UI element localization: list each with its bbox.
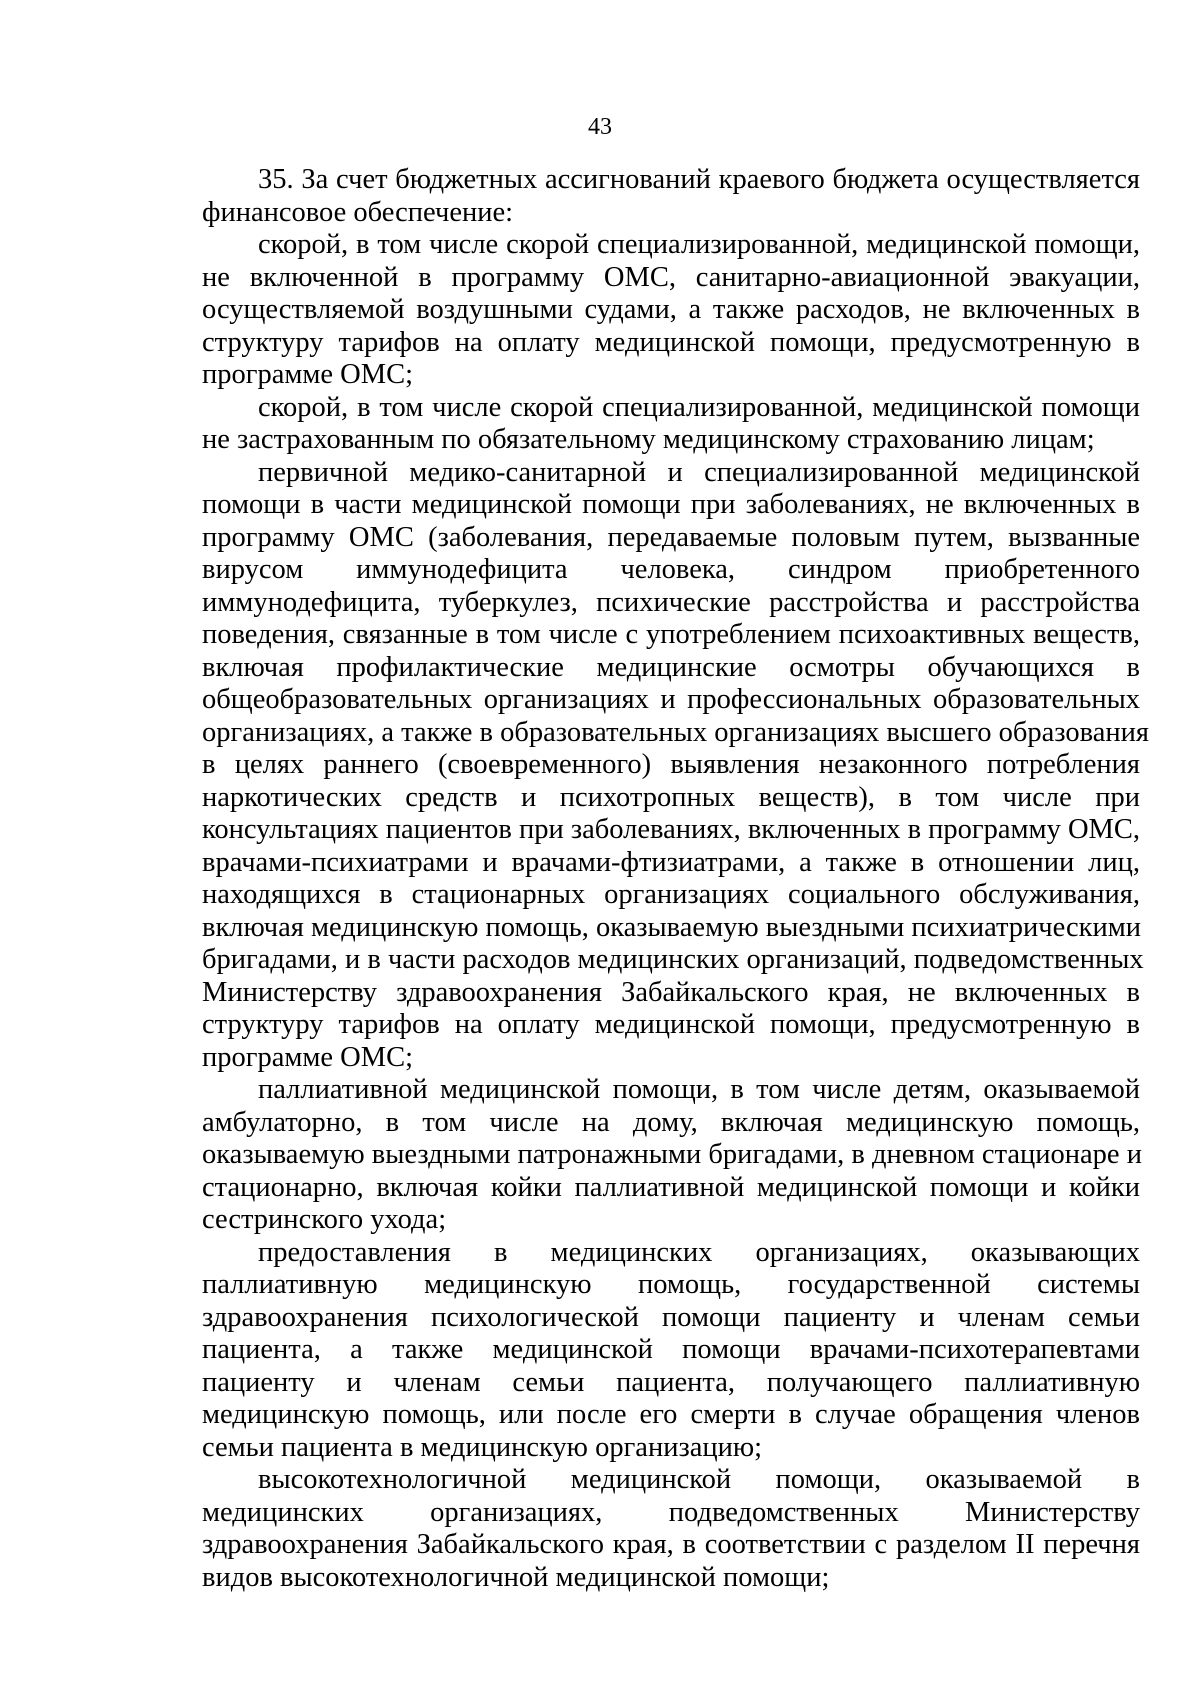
text-line: не включенной в программу ОМС, санитарно-авиационной эвакуации, [202, 261, 1140, 293]
document-body [202, 164, 1149, 1594]
text-line: структуру тарифов на оплату медицинской помощи, предусмотренную в [202, 1009, 1140, 1040]
text-line: скорой, в том числе скорой специализированной, медицинской помощи, [258, 229, 1140, 260]
text-line: поведения, связанные в том числе с употреблением психоактивных веществ, [202, 619, 1140, 650]
text-line: финансовое обеспечение: [202, 196, 514, 228]
text-line: высокотехнологичной медицинской помощи, оказываемой в [258, 1464, 1140, 1495]
text-line: находящихся в стационарных организациях социального обслуживания, [202, 879, 1140, 910]
text-line: не застрахованным по обязательному медицинскому страхованию лицам; [202, 424, 1095, 455]
text-line: семьи пациента в медицинскую организацию; [202, 1431, 763, 1463]
text-line: сестринского ухода; [202, 1204, 447, 1235]
text-line: включая медицинскую помощь, оказываемую выездными психиатрическими [202, 911, 1142, 943]
text-line: оказываемую выездными патронажными бригадами, в дневном стационаре и [202, 1139, 1142, 1170]
text-line: иммунодефицита, туберкулез, психические расстройства и расстройства [202, 586, 1140, 618]
paragraph [202, 1464, 1140, 1594]
paragraph [202, 456, 1149, 1075]
text-line: вирусом иммунодефицита человека, синдром приобретенного [202, 554, 1140, 585]
paragraph [202, 229, 1140, 392]
text-line: наркотических средств и психотропных веществ), в том числе при [202, 781, 1140, 813]
paragraph [202, 392, 1140, 457]
text-line: пациенту и членам семьи пациента, получающего паллиативную [202, 1366, 1140, 1398]
text-line: здравоохранения Забайкальского края, в соответствии с разделом II перечня [202, 1529, 1140, 1560]
text-line: организациях, а также в образовательных организациях высшего образования [202, 716, 1149, 748]
text-line: паллиативную медицинскую помощь, государственной системы [202, 1269, 1140, 1300]
text-line: здравоохранения психологической помощи пациенту и членам семьи [202, 1301, 1140, 1333]
text-line: включая профилактические медицинские осмотры обучающихся в [202, 651, 1140, 683]
text-line: бригадами, и в части расходов медицинских организаций, подведомственных [202, 944, 1144, 975]
text-line: паллиативной медицинской помощи, в том числе детям, оказываемой [258, 1074, 1140, 1105]
text-line: медицинскую помощь, или после его смерти в случае обращения членов [202, 1399, 1140, 1430]
text-line: осуществляемой воздушными судами, а также расходов, не включенных в [202, 294, 1140, 325]
text-line: структуру тарифов на оплату медицинской помощи, предусмотренную в [202, 326, 1140, 358]
text-line: общеобразовательных организациях и профессиональных образовательных [202, 684, 1140, 715]
paragraph [202, 1237, 1140, 1465]
paragraph [202, 164, 1140, 229]
text-line: программе ОМС; [202, 1041, 414, 1073]
text-line: медицинских организациях, подведомственных Министерству [202, 1496, 1140, 1528]
text-line: первичной медико-санитарной и специализированной медицинской [258, 456, 1140, 488]
paragraph [202, 1074, 1140, 1237]
page-number: 43 [588, 114, 612, 140]
text-line: видов высокотехнологичной медицинской помощи; [202, 1561, 830, 1593]
text-line: помощи в части медицинской помощи при заболеваниях, не включенных в [202, 489, 1140, 520]
text-line: скорой, в том числе скорой специализированной, медицинской помощи [258, 391, 1140, 423]
text-line: врачами-психиатрами и врачами-фтизиатрами, а также в отношении лиц, [202, 846, 1140, 878]
text-line: амбулаторно, в том числе на дому, включая медицинскую помощь, [202, 1106, 1140, 1138]
text-line: стационарно, включая койки паллиативной медицинской помощи и койки [202, 1171, 1140, 1203]
text-line: в целях раннего (своевременного) выявления незаконного потребления [202, 749, 1140, 780]
text-line: 35. За счет бюджетных ассигнований краевого бюджета осуществляется [258, 164, 1140, 195]
text-line: программу ОМС (заболевания, передаваемые половым путем, вызванные [202, 521, 1140, 553]
text-line: консультациях пациентов при заболеваниях, включенных в программу ОМС, [202, 814, 1141, 845]
text-line: программе ОМС; [202, 359, 414, 390]
text-line: Министерству здравоохранения Забайкальского края, не включенных в [202, 976, 1140, 1008]
text-line: пациента, а также медицинской помощи врачами-психотерапевтами [202, 1334, 1140, 1365]
text-line: предоставления в медицинских организациях, оказывающих [258, 1236, 1140, 1268]
